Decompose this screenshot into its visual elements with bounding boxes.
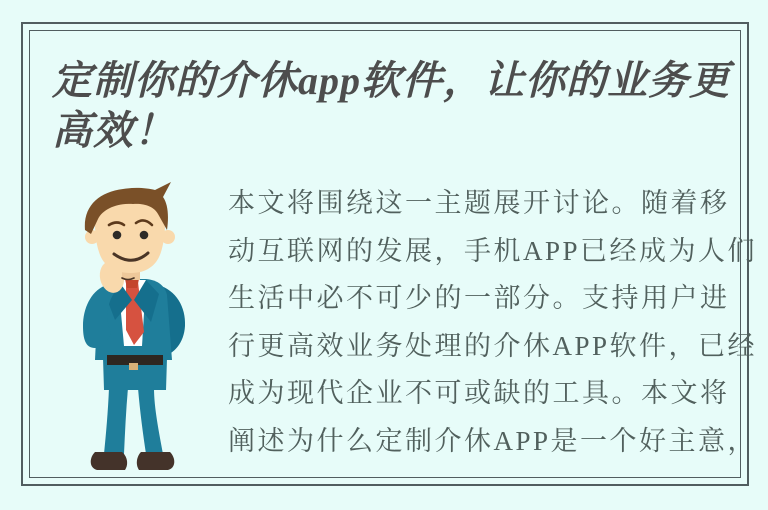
businessman-right-ear (161, 230, 175, 244)
article-body-line: 本文将围绕这一主题展开讨论。随着移 (228, 188, 730, 218)
businessman-left-shoe (91, 452, 127, 470)
businessman-right-shoe (137, 452, 174, 470)
article-title: 定制你的介休app软件，让你的业务更高效！ (52, 58, 730, 153)
article-body-line: 成为现代企业不可或缺的工具。本文将 (228, 378, 730, 408)
businessman-belt-buckle (129, 363, 138, 370)
article-body-line: 动互联网的发展，手机APP已经成为人们 (228, 235, 758, 266)
businessman-illustration (55, 180, 205, 472)
businessman-right-eye (140, 231, 149, 240)
article-body (228, 180, 757, 465)
businessman-tie-knot (125, 279, 139, 288)
businessman-left-eye (113, 231, 122, 240)
article-body-line: 行更高效业务处理的介休APP软件，已经 (228, 330, 758, 361)
businessman-left-ear (85, 230, 99, 244)
article-body-line: 阐述为什么定制介休APP是一个好主意， (228, 425, 758, 456)
article-body-line: 生活中必不可少的一部分。支持用户进 (228, 283, 730, 313)
businessman-right-leg (138, 388, 163, 454)
businessman-left-leg (104, 388, 128, 454)
